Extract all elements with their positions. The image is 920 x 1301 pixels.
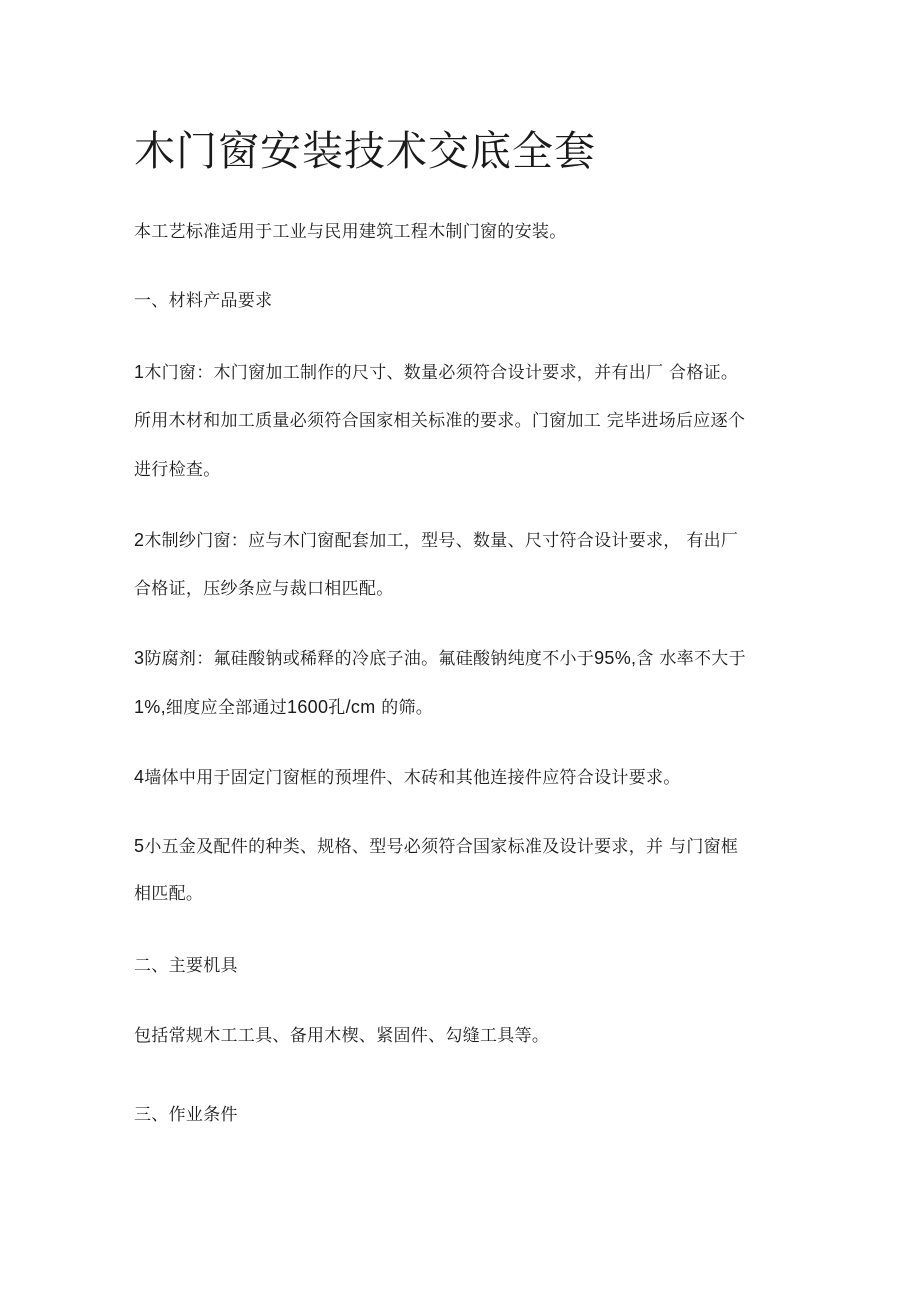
item-3-text-1a: 防腐剂：氟硅酸钠或稀释的冷底子油。氟硅酸钠纯度不小于 xyxy=(144,649,595,669)
item-1-line-1 xyxy=(134,360,738,385)
item-2-number: 2 xyxy=(134,530,145,550)
item-1-number: 1 xyxy=(134,362,145,382)
item-3-percent-95: 95%, xyxy=(594,648,637,668)
item-3-line-2 xyxy=(134,695,433,720)
item-1-line-2: 所用木材和加工质量必须符合国家相关标准的要求。门窗加工 完毕进场后应逐个 xyxy=(134,411,746,431)
item-3-text-2f: 的筛。 xyxy=(375,698,434,718)
item-2-text-1: 木制纱门窗：应与木门窗配套加工，型号、数量、尺寸符合设计要求， 有出厂 xyxy=(144,531,739,551)
section-2-text: 包括常规木工工具、备用木楔、紧固件、勾缝工具等。 xyxy=(134,1026,550,1046)
item-5-text-1: 小五金及配件的种类、规格、型号必须符合国家标准及设计要求，并 与门窗框 xyxy=(144,837,739,857)
item-4-line-1 xyxy=(134,765,681,790)
item-3-unit: /cm xyxy=(345,697,376,717)
intro-text: 本工艺标准适用于工业与民用建筑工程木制门窗的安装。 xyxy=(134,222,567,242)
item-4-text-1: 墙体中用于固定门窗框的预埋件、木砖和其他连接件应符合设计要求。 xyxy=(144,768,681,788)
item-5-number: 5 xyxy=(134,836,145,856)
item-3-text-1c: 含 水率不大于 xyxy=(636,649,746,669)
section-3-heading: 三、作业条件 xyxy=(134,1105,238,1125)
item-5-line-2: 相匹配。 xyxy=(134,884,204,904)
item-5-line-1 xyxy=(134,834,738,859)
item-2-line-1 xyxy=(134,528,738,553)
item-4-number: 4 xyxy=(134,767,145,787)
item-3-percent-1: 1%, xyxy=(134,697,166,717)
section-1-heading: 一、材料产品要求 xyxy=(134,291,273,311)
item-3-number: 3 xyxy=(134,648,145,668)
item-3-text-2b: 细度应全部通过 xyxy=(165,698,288,718)
item-1-line-3: 进行检查。 xyxy=(134,460,221,480)
section-2-heading: 二、主要机具 xyxy=(134,956,238,976)
item-2-line-2: 合格证，压纱条应与裁口相匹配。 xyxy=(134,579,394,599)
document-title: 木门窗安装技术交底全套 xyxy=(134,127,596,175)
item-3-text-2d: 孔 xyxy=(328,698,346,718)
item-1-text-1: 木门窗：木门窗加工制作的尺寸、数量必须符合设计要求，并有出厂 合格证。 xyxy=(144,363,739,383)
item-3-mesh-count: 1600 xyxy=(287,697,329,717)
item-3-line-1 xyxy=(134,646,746,671)
